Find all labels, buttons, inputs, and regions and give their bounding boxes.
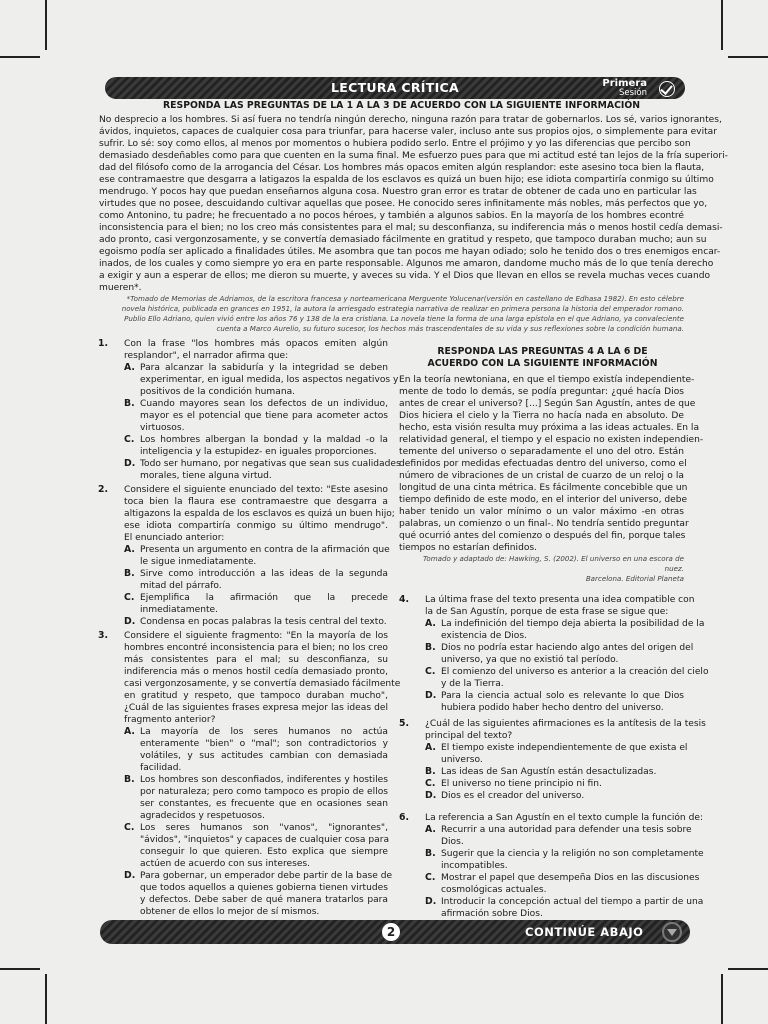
question-text: en gratitud y respeto, que tampoco duraban mucho", — [124, 691, 388, 701]
option-text: obtener de ellos lo mejor de sí mismos. — [140, 907, 320, 917]
option-text: "ávidos", "inquietos" y capaces de cualquier cosa para — [140, 835, 390, 845]
source-caption: nuez. — [664, 564, 684, 573]
passage-line: ado pronto, casi vergonzosamente, y se convertía demasiado fácilmente en gratitud y respeto, que tampoco duraban mucho; aun su — [99, 235, 707, 245]
option-text: enteramente "bien" o "mal"; son contradictorios y — [140, 739, 388, 749]
option-text: morales, tiene alguna virtud. — [140, 471, 272, 481]
question-text: toca bien la flaura ese contramaestre que desgarra a — [124, 497, 388, 507]
option-text: virtuosos. — [140, 423, 185, 433]
header-bar — [105, 77, 685, 99]
option-letter: C. — [425, 666, 436, 677]
passage-line: hecho, esta visión resulta muy próxima a las ideas actuales. En la — [399, 423, 700, 433]
crop-mark — [0, 968, 40, 970]
option-text: afirmación sobre Dios. — [441, 909, 543, 919]
question-text: altigazons la espalda de los esclavos es quizá un buen hijo; — [124, 509, 395, 519]
source-caption: novela histórica, publicada en grances en 1951, la autora la arriesgado estrategia narrativa de realizar en primera persona la historia del emperador romano. — [121, 304, 684, 313]
question-text: ¿Cuál de las siguientes afirmaciones es la antítesis de la tesis — [425, 719, 706, 729]
question-text: Considere el siguiente enunciado del texto: "Este asesino — [124, 485, 388, 495]
option-letter: C. — [124, 592, 135, 603]
passage-line: longitud de una cinta métrica. Es fácilmente concebible que un — [399, 483, 688, 493]
passage-line: inados, de los cuales y como siempre yo era en parte responsable. Algunos me amaron, dandome mucho más de lo que tenía derecho — [99, 259, 714, 269]
passage-line: virtudes que no posee, descuidando cultivar aquellas que posee. He conocido seres infinitamente más nobles, más perfectos que yo, — [99, 199, 708, 209]
option-letter: A. — [124, 544, 135, 555]
option-text: inteligencia y la estupidez- en iguales proporciones. — [140, 447, 377, 457]
option-text: agradecidos y respetuosos. — [140, 811, 265, 821]
passage-line: número de vibraciones de un cristal de cuarzo de un reloj o la — [399, 471, 684, 481]
option-text: Las ideas de San Agustín están desactulizadas. — [441, 767, 657, 777]
question-number: 6. — [399, 812, 410, 823]
option-letter: C. — [425, 778, 436, 789]
passage-line: mente de todo lo demás, se podía preguntar: ¿qué hacía Dios — [399, 387, 684, 397]
session-bottom: Sesión — [618, 88, 647, 98]
source-caption: Publio Ello Adriano, quien vivió entre los años 76 y 138 de la era cristiana. La novela tiene la forma de una larga epístola en el que Adriano, ya convaleciente — [124, 314, 684, 323]
option-text: Para la ciencia actual solo es relevante lo que Dios — [441, 691, 684, 701]
question-text: más consistentes para el mal; su desconfianza, su — [124, 655, 388, 665]
passage-line: palabras, un comienzo o un final-. No tendría sentido preguntar — [399, 519, 689, 529]
passage-line: sufrir. Lo sé: soy como ellos, al menos por momentos o hubiera podido serlo. Entre el prójimo y yo las diferencias que percibo son — [99, 139, 691, 149]
option-text: inmediatamente. — [140, 605, 219, 615]
option-text: Dios. — [441, 837, 464, 847]
page-title: LECTURA CRÍTICA — [331, 80, 459, 95]
option-text: Dios no podría estar haciendo algo antes del origen del — [441, 643, 694, 653]
option-letter: B. — [124, 398, 135, 409]
option-text: hubiera podido haber hecho dentro del universo. — [441, 703, 664, 713]
option-letter: A. — [425, 618, 436, 629]
passage-line: ávidos, inquietos, capaces de cualquier cosa para triunfar, para hacerse valer, incluso ante sus propios ojos, o simplemente para evitar — [99, 127, 717, 137]
passage-line: mueren*. — [99, 283, 142, 293]
question-text: casi vergonzosamente, y se convertía demasiado fácilmente — [124, 679, 401, 689]
option-text: Introducir la concepción actual del tiempo a partir de una — [441, 897, 704, 907]
passage-line: relatividad general, el tiempo y el espacio no existen independien- — [399, 435, 704, 445]
option-letter: D. — [425, 790, 437, 801]
option-letter: A. — [124, 726, 135, 737]
question-number: 4. — [399, 594, 410, 605]
passage-line: demasiado desdeñables como para que cuenten en la suma final. Me esfuerzo pues para que mi actitud esté tan lejos de la fría superiori- — [99, 151, 728, 161]
option-text: conseguir lo que quieren. Esto explica que siempre — [140, 847, 388, 857]
option-text: Para alcanzar la sabiduría y la integridad se deben — [140, 363, 388, 373]
option-text: experimentar, en igual medida, los aspectos negativos y — [140, 375, 399, 385]
option-letter: A. — [425, 824, 436, 835]
option-text: La indefinición del tiempo deja abierta la posibilidad de la — [441, 619, 705, 629]
question-number: 3. — [98, 630, 109, 641]
section-heading: ACUERDO CON LA SIGUIENTE INFORMACIÓN — [427, 358, 658, 369]
crop-mark — [728, 968, 768, 970]
crop-mark — [728, 56, 768, 58]
question-text: resplandor", el narrador afirma que: — [124, 351, 289, 361]
option-letter: D. — [124, 870, 136, 881]
question-number: 2. — [98, 484, 109, 495]
passage-line: inconsistencia para el bien; no los creo más consistentes para el mal; su desconfianza, su indiferencia más o menos hostil cedía demasi- — [99, 223, 723, 233]
option-letter: D. — [425, 690, 437, 701]
option-text: El tiempo existe independientemente de que exista el — [441, 743, 688, 753]
passage-line: antes de crear el universo? [...] Según San Agustín, antes de que — [399, 399, 696, 409]
option-text: El universo no tiene principio ni fin. — [441, 779, 602, 789]
option-text: Cuando mayores sean los defectos de un individuo, — [140, 399, 388, 409]
option-text: Dios es el creador del universo. — [441, 791, 585, 801]
question-text: hombres encontré inconsistencia para el bien; no los creo — [124, 643, 388, 653]
option-letter: B. — [124, 774, 135, 785]
crop-mark — [45, 974, 47, 1024]
option-text: Condensa en pocas palabras la tesis central del texto. — [140, 617, 387, 627]
continue-label: CONTINÚE ABAJO — [525, 925, 644, 939]
option-text: Ejemplifica la afirmación que la precede — [140, 593, 388, 603]
option-letter: C. — [425, 872, 436, 883]
passage-line: definidos por medidas efectuadas dentro del universo, como el — [399, 459, 687, 469]
question-text: Considere el siguiente fragmento: "En la mayoría de los — [124, 631, 388, 641]
source-caption: cuenta a Marco Aurelio, su futuro sucesor, los hechos más trascendentales de su vida y sus reflexiones sobre la condición humana. — [216, 324, 684, 333]
question-text: indiferencia más o menos hostil cedía demasiado pronto, — [124, 667, 388, 677]
question-text: Con la frase "los hombres más opacos emiten algún — [124, 339, 388, 349]
passage-line: como Antonino, tu padre; he frecuentado a no pocos héroes, y también a algunos sabios. En la mayoría de los hombres econtré — [99, 211, 684, 221]
footer-bar — [100, 920, 690, 944]
passage-line: tiempo definido de este modo, en el interior del universo, debe — [399, 495, 688, 505]
option-text: Presenta un argumento en contra de la afirmación que — [140, 545, 390, 555]
option-text: ser constantes, es frecuente que en ocasiones sean — [140, 799, 388, 809]
option-letter: B. — [425, 848, 436, 859]
option-text: Sirve como introducción a las ideas de la segunda — [140, 569, 388, 579]
option-text: Los hombres son desconfiados, indiferentes y hostiles — [140, 775, 388, 785]
passage-heading: RESPONDA LAS PREGUNTAS DE LA 1 A LA 3 DE ACUERDO CON LA SIGUIENTE INFORMACIÓN — [163, 100, 641, 111]
option-text: mayor es el potencial que tiene para acometer actos — [140, 411, 388, 421]
passage-line: a exigir y aun a esperar de ellos; me dieron su muerte, y aveces su vida. Y el Dios que llevan en ellos se revela muchas veces cuando — [99, 271, 711, 281]
check-icon — [659, 81, 675, 97]
crop-mark — [45, 0, 47, 50]
option-text: Todo ser humano, por negativas que sean sus cualidades — [140, 459, 401, 469]
option-text: facilidad. — [140, 763, 182, 773]
question-text: la de San Agustín, porque de esta frase se sigue que: — [425, 607, 669, 617]
option-letter: D. — [425, 896, 437, 907]
option-text: por naturaleza; pero como tampoco es propio de ellos — [140, 787, 388, 797]
option-text: La mayoría de los seres humanos no actúa — [140, 727, 388, 737]
session-top: Primera — [602, 78, 647, 89]
passage-line: dad del filósofo como de la arrogancia del César. Los hombres más opacos emiten algún resplandor: este asesino toca bien la flauta, — [99, 163, 705, 173]
source-caption: Tomado y adaptado de: Hawking, S. (2002). El universo en una escora de — [422, 554, 684, 563]
option-text: actúen de acuerdo con sus intereses. — [140, 859, 311, 869]
option-text: Recurrir a una autoridad para defender una tesis sobre — [441, 825, 692, 835]
option-text: que todos aquellos a quienes gobierna tienen virtudes — [140, 883, 388, 893]
question-number: 1. — [98, 338, 109, 349]
option-text: Para gobernar, un emperador debe partir de la base de — [140, 871, 393, 881]
crop-mark — [721, 0, 723, 50]
passage-line: ese contramaestre que desgarra a latigazos la espalda de los esclavos es quizá un buen hijo; ese idiota compartiría conmigo su último — [99, 175, 714, 185]
option-letter: D. — [124, 458, 136, 469]
crop-mark — [0, 56, 40, 58]
passage-line: En la teoría newtoniana, en que el tiempo existía independiente- — [399, 375, 695, 385]
page-number: 2 — [382, 923, 400, 941]
option-text: mitad del párrafo. — [140, 581, 222, 591]
option-text: le sigue inmediatamente. — [140, 557, 257, 567]
question-text: principal del texto? — [425, 731, 513, 741]
question-text: La última frase del texto presenta una idea compatible con — [425, 595, 695, 605]
question-number: 5. — [399, 718, 410, 729]
option-text: universo. — [441, 755, 483, 765]
option-text: El comienzo del universo es anterior a la creación del cielo — [441, 667, 709, 677]
question-text: ese idiota compartiría conmigo su último mendrugo". — [124, 521, 388, 531]
section-heading: RESPONDA LAS PREGUNTAS 4 A LA 6 DE — [437, 346, 648, 357]
option-text: Mostrar el papel que desempeña Dios en las discusiones — [441, 873, 700, 883]
session-label — [602, 79, 647, 98]
option-text: existencia de Dios. — [441, 631, 527, 641]
option-text: y de la Tierra. — [441, 679, 504, 689]
option-letter: A. — [124, 362, 135, 373]
option-letter: B. — [425, 642, 436, 653]
question-text: fragmento anterior? — [124, 715, 216, 725]
option-text: Los hombres albergan la bondad y la maldad -o la — [140, 435, 388, 445]
source-caption: Barcelona. Editorial Planeta — [585, 574, 684, 583]
option-text: universo, ya que no existió tal período. — [441, 655, 619, 665]
passage-line: No desprecio a los hombres. Si así fuera no tendría ningún derecho, ninguna razón para tratar de gobernarlos. Los sé, varios ignorantes, — [99, 115, 722, 125]
option-letter: D. — [124, 616, 136, 627]
passage-line: mendrugo. Y pocos hay que puedan enseñarnos alguna cosa. Nuestro gran error es tratar de obtener de cada uno en particular las — [99, 187, 697, 197]
option-text: y defectos. Debe saber de qué manera tratarlos para — [140, 895, 388, 905]
option-letter: B. — [124, 568, 135, 579]
option-letter: C. — [124, 822, 135, 833]
option-letter: C. — [124, 434, 135, 445]
question-text: ¿Cuál de las siguientes frases expresa mejor las ideas del — [124, 703, 388, 713]
question-text: La referencia a San Agustín en el texto cumple la función de: — [425, 813, 704, 823]
arrow-down-icon — [662, 922, 682, 942]
option-letter: B. — [425, 766, 436, 777]
crop-mark — [721, 974, 723, 1024]
passage-line: qué ocurrió antes del comienzo o después del fin, porque tales — [399, 531, 686, 541]
passage-line: haber tenido un valor mínimo o un valor máximo -en otras — [399, 507, 684, 517]
passage-line: egoismo podía ser aplicado a finalidades útiles. Me asombra que tan pocos me hayan odiado; solo he tenido dos o tres enemigos encar- — [99, 247, 721, 257]
option-text: volátiles, y sus actitudes cambian con demasiada — [140, 751, 388, 761]
passage-line: temente del universo o separadamente el uno del otro. Están — [399, 447, 684, 457]
passage-line: Dios hiciera el cielo y la Tierra no hacía nada en absoluto. De — [399, 411, 684, 421]
passage-line: tiempos no estarían definidos. — [399, 543, 538, 553]
option-text: cosmológicas actuales. — [441, 885, 547, 895]
option-letter: A. — [425, 742, 436, 753]
option-text: incompatibles. — [441, 861, 508, 871]
option-text: Los seres humanos son "vanos", "ignorantes", — [140, 823, 388, 833]
source-caption: *Tomado de Memorias de Adriamos, de la escritora francesa y norteamericana Merguente Yolucenar(versión en castellano de Edhasa 1982). En esto célebre — [126, 294, 684, 303]
option-text: positivos de la condición humana. — [140, 387, 296, 397]
option-text: Sugerir que la ciencia y la religión no son completamente — [441, 849, 704, 859]
question-text: El enunciado anterior: — [124, 533, 225, 543]
